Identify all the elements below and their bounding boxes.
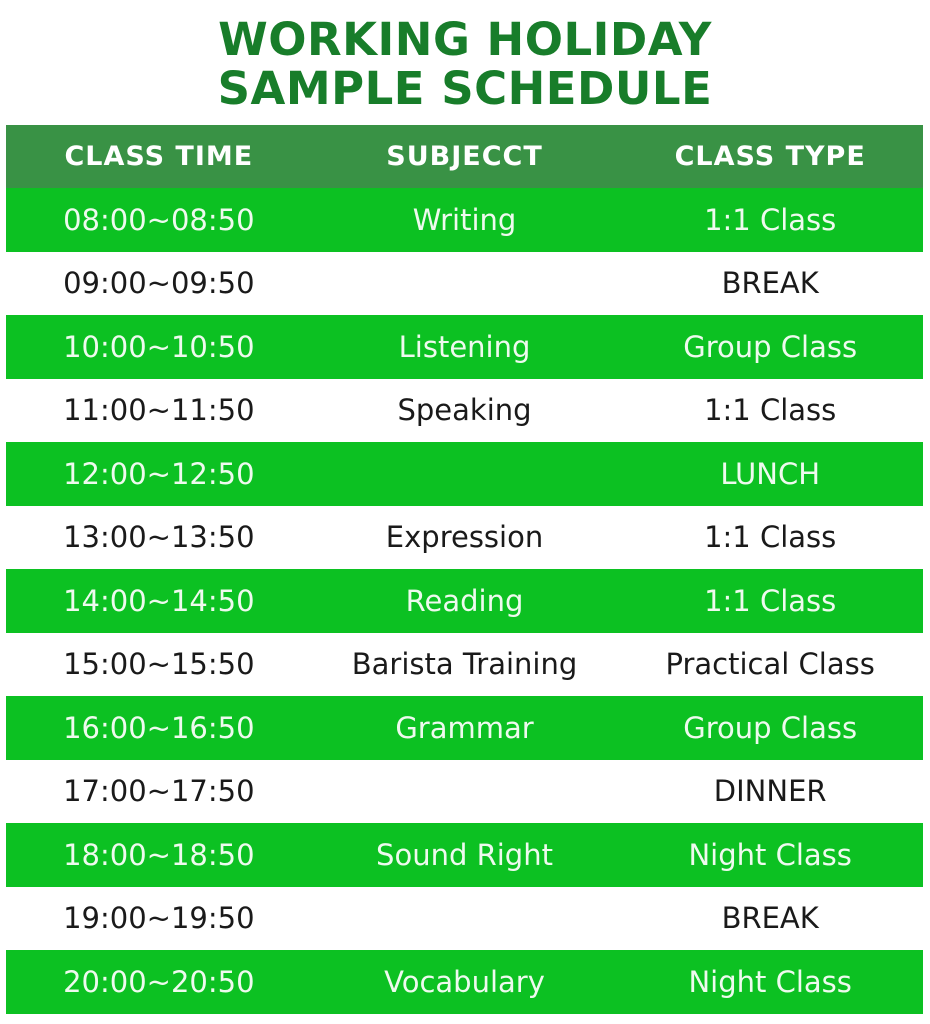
cell-class-time: 11:00~11:50: [63, 393, 255, 428]
cell-class-type: 1:1 Class: [704, 393, 837, 428]
cell-subject: Speaking: [397, 393, 532, 428]
cell-subject: [312, 252, 618, 316]
cell-class-type: Night Class: [688, 837, 852, 872]
header-class-type: CLASS TYPE: [674, 141, 866, 172]
cell-subject: [312, 887, 618, 951]
cell-class-type: DINNER: [713, 774, 827, 809]
cell-subject: [312, 442, 618, 506]
cell-subject: Expression: [385, 520, 544, 555]
header-class-time: CLASS TIME: [64, 141, 254, 172]
cell-class-time: 13:00~13:50: [63, 520, 255, 555]
cell-subject: Sound Right: [376, 837, 553, 872]
schedule-row: [6, 823, 923, 887]
cell-class-type: Night Class: [688, 964, 852, 999]
table-header-row: [6, 125, 923, 188]
schedule-row: [6, 887, 923, 951]
schedule-row: [6, 442, 923, 506]
cell-class-time: 10:00~10:50: [63, 329, 255, 364]
cell-class-time: 17:00~17:50: [63, 774, 255, 809]
cell-subject: Listening: [398, 329, 531, 364]
schedule-row: [6, 696, 923, 760]
table-body: [6, 188, 923, 1014]
cell-class-time: 14:00~14:50: [63, 583, 255, 618]
schedule-row: [6, 569, 923, 633]
title-line-2: SAMPLE SCHEDULE: [217, 61, 713, 115]
cell-subject: Reading: [405, 583, 524, 618]
cell-class-time: 12:00~12:50: [63, 456, 255, 491]
schedule-row: [6, 188, 923, 252]
cell-subject: [312, 760, 618, 824]
cell-subject: Barista Training: [351, 647, 578, 682]
cell-class-type: Group Class: [683, 329, 858, 364]
cell-subject: Grammar: [395, 710, 534, 745]
schedule-row: [6, 760, 923, 824]
cell-subject: Writing: [412, 202, 517, 237]
schedule-row: [6, 633, 923, 697]
cell-class-type: BREAK: [721, 901, 819, 936]
schedule-row: [6, 379, 923, 443]
schedule-row: [6, 252, 923, 316]
cell-class-type: 1:1 Class: [704, 583, 837, 618]
cell-class-time: 08:00~08:50: [63, 202, 255, 237]
cell-class-time: 19:00~19:50: [63, 901, 255, 936]
cell-class-type: BREAK: [721, 266, 819, 301]
cell-class-type: Practical Class: [665, 647, 875, 682]
cell-class-type: Group Class: [683, 710, 858, 745]
cell-class-time: 20:00~20:50: [63, 964, 255, 999]
page-title: [0, 0, 930, 125]
cell-class-type: LUNCH: [720, 456, 821, 491]
cell-class-time: 15:00~15:50: [63, 647, 255, 682]
cell-class-type: 1:1 Class: [704, 202, 837, 237]
schedule-row: [6, 506, 923, 570]
cell-subject: Vocabulary: [384, 964, 545, 999]
cell-class-time: 18:00~18:50: [63, 837, 255, 872]
schedule-table: [6, 125, 923, 1014]
cell-class-type: 1:1 Class: [704, 520, 837, 555]
cell-class-time: 16:00~16:50: [63, 710, 255, 745]
header-subject: SUBJECCT: [386, 141, 543, 172]
schedule-row: [6, 315, 923, 379]
title-line-1: WORKING HOLIDAY: [218, 12, 712, 66]
cell-class-time: 09:00~09:50: [63, 266, 255, 301]
schedule-row: [6, 950, 923, 1014]
